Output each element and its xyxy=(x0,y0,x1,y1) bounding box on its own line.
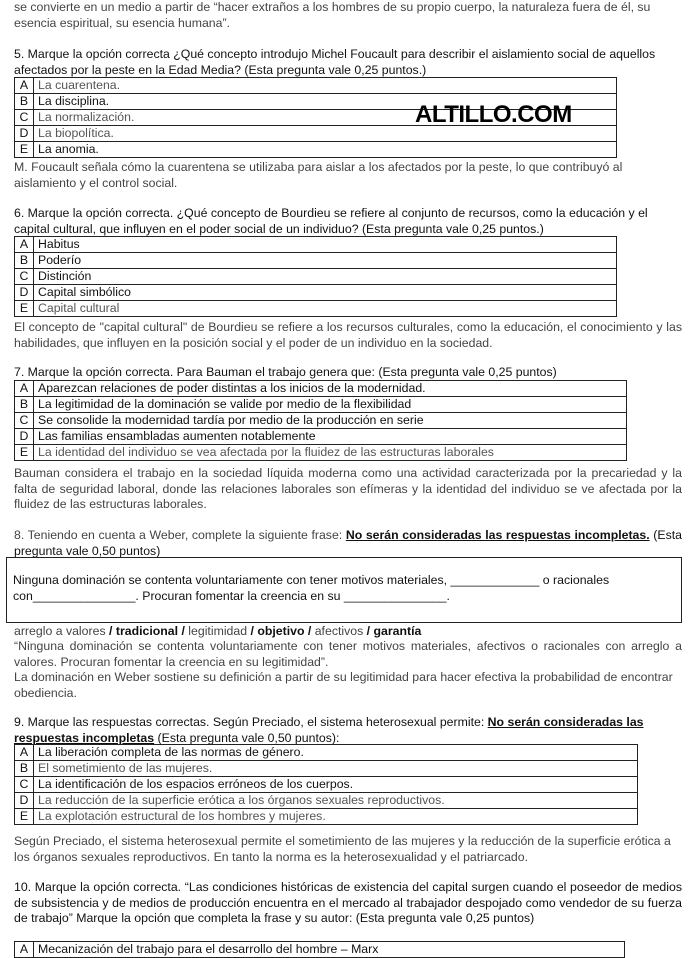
option-text: Distinción xyxy=(34,269,617,285)
option-letter: E xyxy=(15,809,34,825)
option-text: Se consolide la modernidad tardía por medio de la producción en serie xyxy=(34,413,627,429)
option-text: Las familias ensambladas aumenten notablemente xyxy=(34,429,627,445)
option-letter: A xyxy=(15,237,34,253)
option-letter: E xyxy=(15,445,34,461)
option-text: La disciplina. xyxy=(34,94,617,110)
option-letter: C xyxy=(15,777,34,793)
option-text: La liberación completa de las normas de género. xyxy=(34,745,638,761)
option-text: La anomia. xyxy=(34,142,617,158)
option-text: Mecanización del trabajo para el desarrollo del hombre – Marx xyxy=(34,942,625,958)
q9-explanation: Según Preciado, el sistema heterosexual permite el sometimiento de las mujeres y la reducción de la superficie erótica a los órganos sexuales reproductivos. En tanto la norma es la heterosexualidad y el patriarcado. xyxy=(14,834,671,864)
q8-explanation: La dominación en Weber sostiene su definición a partir de su legitimidad para hacer efectiva la probabilidad de encontrar obediencia. xyxy=(14,670,673,700)
q8-fill-box xyxy=(6,557,682,623)
question-7: 7. Marque la opción correcta. Para Bauman el trabajo genera que: (Esta pregunta vale 0,25 puntos) xyxy=(14,365,557,379)
question-5: 5. Marque la opción correcta ¿Qué concepto introdujo Michel Foucault para describir el aislamiento social de aquellos afectados por la peste en la Edad Media? (Esta pregunta vale 0,25 puntos.) xyxy=(14,47,656,77)
option-text: La reducción de la superficie erótica a los órganos sexuales reproductivos. xyxy=(34,793,638,809)
question-10: 10. Marque la opción correcta. “Las condiciones históricas de existencia del capital surgen cuando el poseedor de medios de subsistencia y de medios de producción encuentra en el mercado al trabajador despojado como vendedor de su fuerza de trabajo” Marque la opción que completa la frase y su autor: (Esta pregunta vale 0,25 puntos) xyxy=(14,880,682,925)
q6-explanation: El concepto de "capital cultural" de Bourdieu se refiere a los recursos culturales, como la educación, el conocimiento y las habilidades, que influyen en la posición social y el poder de un individuo en la sociedad. xyxy=(14,320,682,350)
option-row xyxy=(15,253,617,269)
option-text: La legitimidad de la dominación se valide por medio de la flexibilidad xyxy=(34,397,627,413)
q9-question-end: (Esta pregunta vale 0,50 puntos): xyxy=(154,730,340,745)
option-row xyxy=(15,761,638,777)
option-letter: C xyxy=(15,269,34,285)
option-letter: A xyxy=(15,942,34,958)
question-6: 6. Marque la opción correcta. ¿Qué concepto de Bourdieu se refiere al conjunto de recursos, como la educación y el capital cultural, que influyen en el poder social de un individuo? (Esta pregunta vale 0,25 puntos.) xyxy=(14,206,648,236)
option-text: La identificación de los espacios erróneos de los cuerpos. xyxy=(34,777,638,793)
option-letter: D xyxy=(15,793,34,809)
option-letter: E xyxy=(15,142,34,158)
word-bank-item: garantía xyxy=(373,624,422,638)
option-letter: B xyxy=(15,253,34,269)
option-row xyxy=(15,793,638,809)
question-8 xyxy=(14,528,682,559)
word-bank-item: / xyxy=(363,624,374,638)
option-text: Capital cultural xyxy=(34,301,617,317)
option-row xyxy=(15,301,617,317)
option-text: Poderío xyxy=(34,253,617,269)
option-text: La identidad del individuo se vea afectada por la fluidez de las estructuras laborales xyxy=(34,445,627,461)
q7-explanation: Bauman considera el trabajo en la sociedad líquida moderna como una actividad caracterizada por la precariedad y la falta de seguridad laboral, donde las relaciones laborales son efímeras y la identidad del individuo se ve afectada por la fluidez de las estructuras laborales. xyxy=(14,466,682,511)
q9-question-start: 9. Marque las respuestas correctas. Según Preciado, el sistema heterosexual permite: xyxy=(14,715,488,729)
word-bank-item: / xyxy=(247,624,258,638)
option-text: Habitus xyxy=(34,237,617,253)
option-row xyxy=(15,237,617,253)
option-letter: A xyxy=(15,381,34,397)
option-row xyxy=(15,78,617,94)
option-letter: D xyxy=(15,126,34,142)
word-bank-item: arreglo a valores xyxy=(14,624,106,638)
q9-options-table xyxy=(14,744,638,825)
option-text: Aparezcan relaciones de poder distintas a los inicios de la modernidad. xyxy=(34,381,627,397)
word-bank-item: objetivo xyxy=(257,624,305,638)
option-letter: D xyxy=(15,285,34,301)
watermark-logo: ALTILLO.COM xyxy=(415,101,572,128)
intro-text: se convierte en un medio a partir de “hacer extraños a los hombres de su propio cuerpo, la naturaleza fuera de él, su esencia espiritual, su esencia humana”. xyxy=(14,0,651,30)
word-bank-item: afectivos xyxy=(314,624,364,638)
option-letter: A xyxy=(15,78,34,94)
q8-word-bank xyxy=(14,624,682,640)
q7-options-table xyxy=(14,380,627,461)
option-letter: A xyxy=(15,745,34,761)
q8-question-end: (Esta pregunta vale 0,50 puntos) xyxy=(14,528,682,558)
q8-question-start: 8. Teniendo en cuenta a Weber, complete la siguiente frase: xyxy=(14,528,346,542)
option-letter: E xyxy=(15,301,34,317)
option-letter: C xyxy=(15,413,34,429)
option-row xyxy=(15,413,627,429)
q5-explanation: M. Foucault señala cómo la cuarentena se utilizaba para aislar a los afectados por la peste, lo que contribuyó al aislamiento y el control social. xyxy=(14,160,623,190)
option-row xyxy=(15,381,627,397)
option-text: La normalización. xyxy=(34,110,617,126)
option-row xyxy=(15,445,627,461)
option-row xyxy=(15,777,638,793)
option-letter: B xyxy=(15,94,34,110)
option-text: La explotación estructural de los hombres y mujeres. xyxy=(34,809,638,825)
word-bank-item: tradicional xyxy=(115,624,179,638)
q9-question-bold: No serán consideradas las respuestas incompletas xyxy=(14,715,644,745)
word-bank-item: / xyxy=(105,624,116,638)
option-row xyxy=(15,809,638,825)
option-letter: D xyxy=(15,429,34,445)
option-text: La biopolítica. xyxy=(34,126,617,142)
option-text: El sometimiento de las mujeres. xyxy=(34,761,638,777)
option-row xyxy=(15,397,627,413)
option-row xyxy=(15,942,625,958)
q8-answer: “Ninguna dominación se contenta voluntariamente con tener motivos materiales, afectivos o racionales con arreglo a valores. Procuran fomentar la creencia en su legitimidad”. xyxy=(14,639,682,669)
option-row xyxy=(15,429,627,445)
option-letter: B xyxy=(15,761,34,777)
q8-box-text: Ninguna dominación se contenta voluntariamente con tener motivos materiales, _____________ o racionales con_______________. Procuran fomentar la creencia en su _______________. xyxy=(13,573,610,603)
option-row xyxy=(15,142,617,158)
q6-options-table xyxy=(14,236,617,317)
word-bank-item: / xyxy=(304,624,315,638)
q10-options-table xyxy=(14,941,625,958)
word-bank-item: / xyxy=(178,624,189,638)
option-text: Capital simbólico xyxy=(34,285,617,301)
word-bank-item: legitimidad xyxy=(188,624,248,638)
option-text: La cuarentena. xyxy=(34,78,617,94)
option-row xyxy=(15,285,617,301)
option-row xyxy=(15,745,638,761)
q8-question-bold: No serán consideradas las respuestas incompletas. xyxy=(345,528,650,542)
option-letter: C xyxy=(15,110,34,126)
option-letter: B xyxy=(15,397,34,413)
question-9 xyxy=(14,715,682,746)
option-row xyxy=(15,269,617,285)
